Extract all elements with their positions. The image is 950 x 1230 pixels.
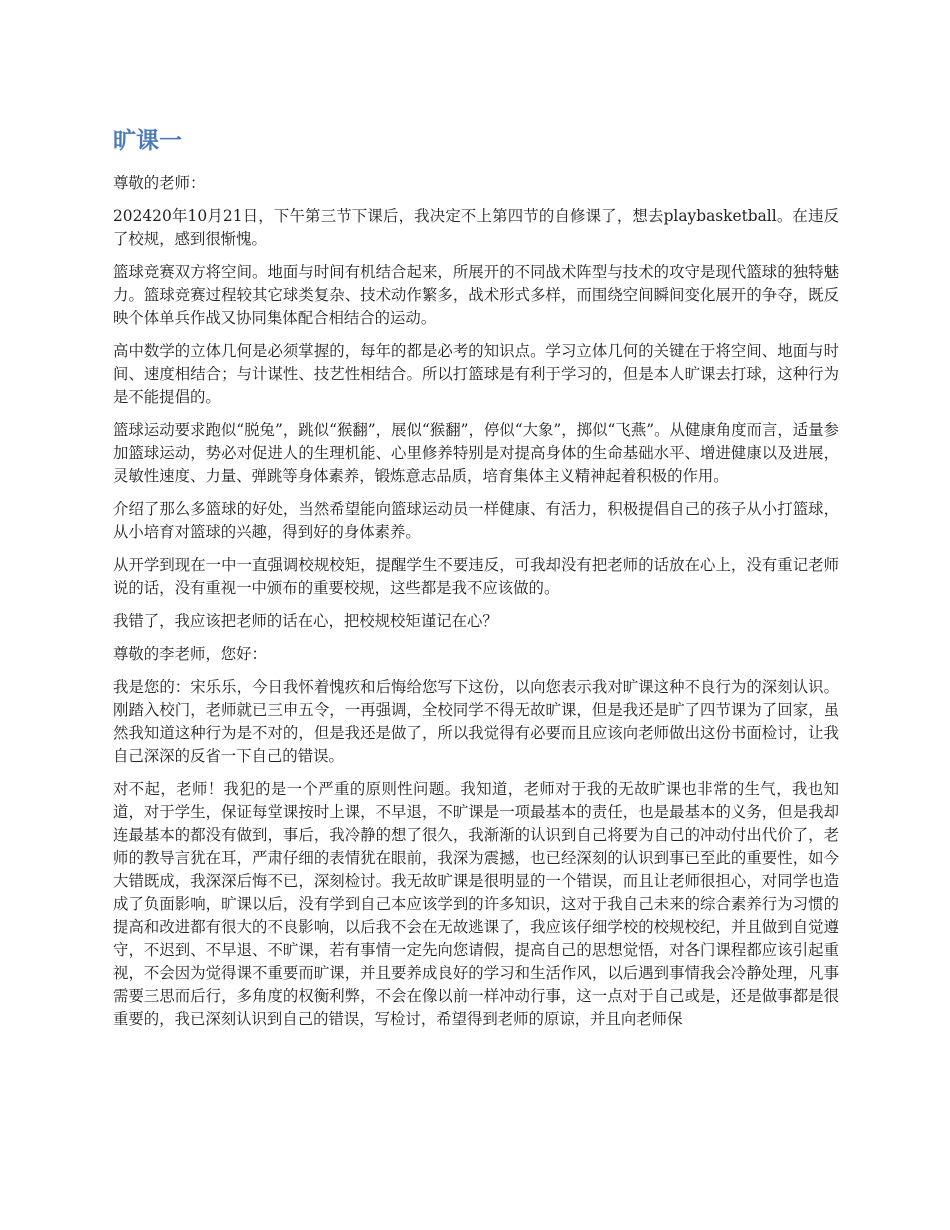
body-paragraph: 篮球运动要求跑似“脱兔”，跳似“猴翻”，展似“猴翻”，停似“大象”，掷似“飞燕”。从健康角度而言，适量参加篮球运动，势必对促进人的生理机能、心里修养特别是对提高身体的生命基础水平、增进健康以及进展，灵敏性速度、力量、弹跳等身体素养，锻炼意志品质，培育集体主义精神起着积极的作用。 [113, 421, 839, 485]
salutation-paragraph: 尊敬的李老师，您好： [113, 645, 267, 663]
body-paragraph: 对不起，老师！我犯的是一个严重的原则性问题。我知道，老师对于我的无故旷课也非常的生气，我也知道，对于学生，保证每堂课按时上课，不早退，不旷课是一项最基本的责任，也是最基本的义务，但是我却连最基本的都没有做到，事后，我冷静的想了很久，我渐渐的认识到自己将要为自己的冲动付出代价了，老师的教导言犹在耳，严肃仔细的表情犹在眼前，我深为震撼，也已经深刻的认识到事已至此的重要性，如今大错既成，我深深后悔不已，深刻检讨。我无故旷课是很明显的一个错误，而且让老师很担心，对同学也造成了负面影响，旷课以后，没有学到自己本应该学到的许多知识，这对于我自己未来的综合素养行为习惯的提高和改进都有很大的不良影响，以后我不会在无故逃课了，我应该仔细学校的校规校纪，并且做到自觉遵守，不迟到、不早退、不旷课，若有事情一定先向您请假，提高自己的思想觉悟，对各门课程都应该引起重视，不会因为觉得课不重要而旷课，并且要养成良好的学习和生活作风，以后遇到事情我会冷静处理，凡事需要三思而后行，多角度的权衡利弊，不会在像以前一样冲动行事，这一点对于自己或是，还是做事都是很重要的，我已深刻认识到自己的错误，写检讨，希望得到老师的原谅，并且向老师保 [113, 780, 839, 1028]
body-paragraph: 202420年10月21日，下午第三节下课后，我决定不上第四节的自修课了，想去playbasketball。在违反了校规，感到很惭愧。 [113, 207, 839, 248]
body-paragraph: 篮球竞赛双方将空间。地面与时间有机结合起来，所展开的不同战术阵型与技术的攻守是现代篮球的独特魅力。篮球竞赛过程较其它球类复杂、技术动作繁多，战术形式多样，而围绕空间瞬间变化展开的争夺，既反映个体单兵作战又协同集体配合相结合的运动。 [113, 263, 839, 327]
document-title: 旷课一 [113, 128, 182, 154]
body-paragraph: 高中数学的立体几何是必须掌握的，每年的都是必考的知识点。学习立体几何的关键在于将空间、地面与时间、速度相结合；与计谋性、技艺性相结合。所以打篮球是有利于学习的，但是本人旷课去打球，这种行为是不能提倡的。 [113, 342, 839, 406]
body-paragraph: 我错了，我应该把老师的话在心，把校规校矩谨记在心？ [113, 612, 498, 630]
body-paragraph: 我是您的：宋乐乐，今日我怀着愧疚和后悔给您写下这份，以向您表示我对旷课这种不良行为的深刻认识。刚踏入校门，老师就已三申五令，一再强调，全校同学不得无故旷课，但是我还是旷了四节课为了回家，虽然我知道这种行为是不对的，但是我还是做了，所以我觉得有必要而且应该向老师做出这份书面检讨，让我自己深深的反省一下自己的错误。 [113, 678, 839, 765]
body-paragraph: 介绍了那么多篮球的好处，当然希望能向篮球运动员一样健康、有活力，积极提倡自己的孩子从小打篮球，从小培育对篮球的兴趣，得到好的身体素养。 [113, 500, 839, 541]
body-paragraph: 从开学到现在一中一直强调校规校矩，提醒学生不要违反，可我却没有把老师的话放在心上，没有重记老师说的话，没有重视一中颁布的重要校规，这些都是我不应该做的。 [113, 556, 839, 597]
document-body [113, 126, 839, 1041]
salutation-paragraph: 尊敬的老师： [113, 174, 206, 192]
